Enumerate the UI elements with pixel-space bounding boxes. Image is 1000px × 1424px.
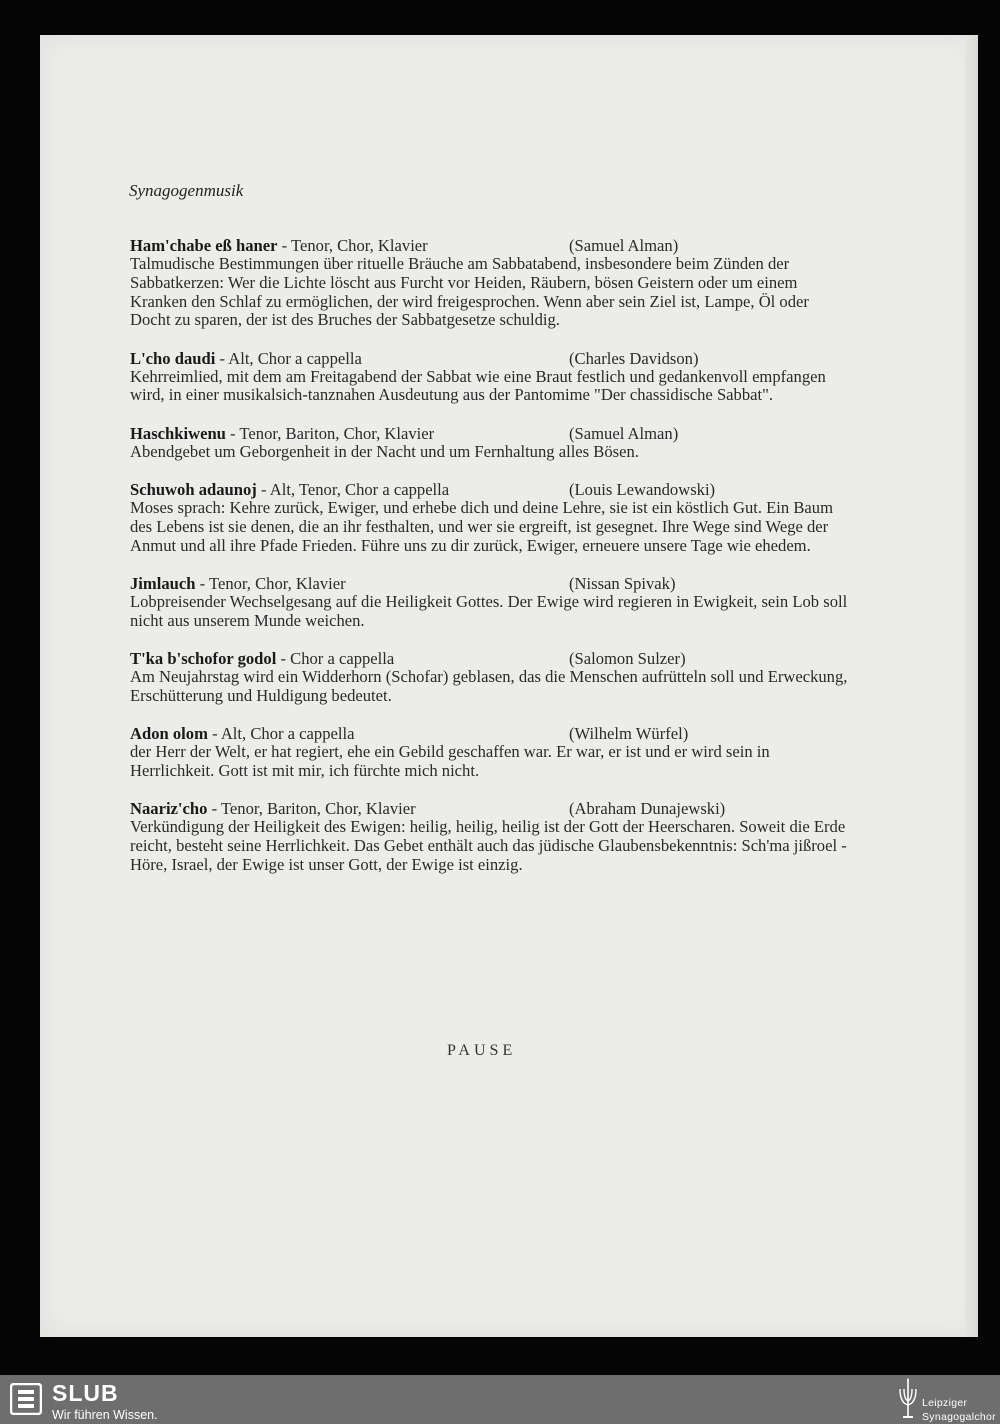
program-item [130,799,850,874]
piece-composer: (Salomon Sulzer) [569,649,686,669]
piece-composer: (Samuel Alman) [569,236,679,255]
piece-description: der Herr der Welt, er hat regiert, ehe ein Gebild geschaffen war. Er war, er ist und er wird sein in Herrlichkeit. Gott ist mit mir, ich fürchte mich nicht. [130,742,770,780]
program-list [130,236,850,893]
piece-voices: - Chor a cappella [276,649,395,669]
piece-voices: - Alt, Chor a cappella [215,348,362,368]
piece-title: Ham'chabe eß haner [130,236,278,255]
menorah-logo-icon [895,1377,921,1421]
program-item [130,480,850,555]
piece-description: Verkündigung der Heiligkeit des Ewigen: heilig, heilig, heilig ist der Gott der Heerscharen. Soweit die Erde reicht, besteht seine Herrlichkeit. Das Gebet enthält auch das jüdische Glaubensbekenntnis: Sch'ma jißroel - Höre, Israel, der Ewige ist unser Gott, der Ewige ist einzig. [130,817,847,874]
piece-description: Lobpreisender Wechselgesang auf die Heiligkeit Gottes. Der Ewige wird regieren in Ewigkeit, sein Lob soll nicht aus unserem Munde weichen. [130,591,848,630]
piece-title: Naariz'cho [130,799,208,819]
pause-label: PAUSE [447,1042,517,1059]
piece-description: Moses sprach: Kehre zurück, Ewiger, und erhebe dich und deine Lehre, sie ist ein köstlich Gut. Ein Baum des Lebens ist sie denen, die an ihr festhalten, und wer sie ergreift, ist gesegnet. Ihre Wege sind Wege der Anmut und all ihre Pfade Frieden. Führe uns zu dir zurück, Ewiger, erneuere unsere Tage wie ehedem. [130,498,833,555]
piece-title: T'ka b'schofor godol [130,649,277,669]
piece-description: Kehrreimlied, mit dem am Freitagabend der Sabbat wie eine Braut festlich und gedankenvoll empfangen wird, in einer musikalsich-tanznahen Ausdeutung aus der Pantomime "Der chassidische Sabbat". [130,366,826,405]
piece-composer: (Samuel Alman) [569,423,679,443]
page-edge [964,35,978,1337]
partner-name-line2: Synagogalchor [922,1411,996,1423]
piece-voices: - Alt, Tenor, Chor a cappella [256,480,450,500]
piece-description: Abendgebet um Geborgenheit in der Nacht und um Fernhaltung alles Bösen. [130,441,639,461]
piece-composer: (Abraham Dunajewski) [569,799,726,819]
piece-description: Am Neujahrstag wird ein Widderhorn (Schofar) geblasen, das die Menschen aufrütteln soll und Erweckung, Erschütterung und Huldigung bedeutet. [130,667,848,705]
slub-logo-icon [10,1383,42,1415]
piece-composer: (Charles Davidson) [569,348,699,368]
piece-voices: - Tenor, Chor, Klavier [195,573,346,593]
partner-name-line1: Leipziger [922,1397,968,1409]
program-item [130,349,850,406]
footer-bar [0,1375,1000,1424]
program-item [130,574,850,631]
piece-title: Haschkiwenu [130,423,226,443]
program-item [130,236,850,330]
slub-brand-name: SLUB [52,1380,119,1406]
piece-voices: - Tenor, Bariton, Chor, Klavier [225,423,435,443]
slub-claim: Wir führen Wissen. [52,1408,158,1422]
partner-name [922,1396,996,1424]
piece-voices: - Tenor, Chor, Klavier [277,236,428,255]
piece-composer: (Louis Lewandowski) [569,480,716,500]
program-item [130,649,850,706]
piece-voices: - Alt, Chor a cappella [207,724,355,744]
program-item [130,424,850,462]
piece-voices: - Tenor, Bariton, Chor, Klavier [207,799,416,819]
piece-composer: (Wilhelm Würfel) [569,724,689,744]
piece-title: L'cho daudi [130,348,216,368]
piece-composer: (Nissan Spivak) [569,573,676,593]
piece-title: Schuwoh adaunoj [130,480,257,500]
piece-title: Adon olom [130,724,208,744]
piece-title: Jimlauch [130,573,196,593]
program-item [130,724,850,781]
section-heading: Synagogenmusik [129,181,244,200]
piece-description: Talmudische Bestimmungen über rituelle Bräuche am Sabbatabend, insbesondere beim Zünden der Sabbatkerzen: Wer die Lichte löscht aus Furcht vor Heiden, Räubern, bösen Geistern oder um einem Kranken den Schlaf zu ermöglichen, der wird freigesprochen. Wenn aber sein Ziel ist, Lampe, Öl oder Docht zu sparen, der ist des Bruches der Sabbatgesetze schuldig. [130,254,809,330]
